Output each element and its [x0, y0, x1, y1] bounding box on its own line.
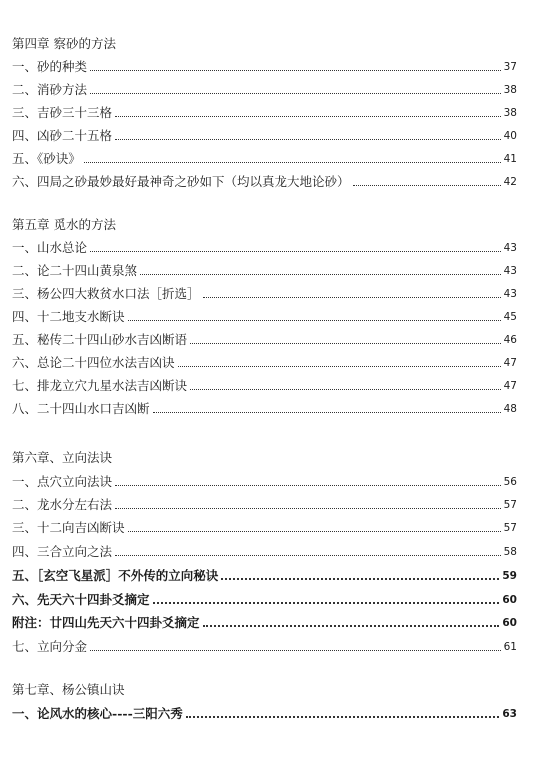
entry-title: 三、吉砂三十三格 — [12, 105, 113, 120]
toc-entry[interactable] — [12, 401, 517, 417]
dot-leader — [140, 274, 501, 275]
page-number: 41 — [503, 153, 517, 165]
page-number: 57 — [503, 522, 517, 534]
entry-title: 四、十二地支水断诀 — [12, 309, 125, 324]
page-number: 58 — [503, 546, 517, 558]
page-number: 46 — [503, 334, 517, 346]
dot-leader — [128, 531, 501, 532]
page-number: 57 — [503, 499, 517, 511]
entry-title: 六、总论二十四位水法吉凶诀 — [12, 355, 175, 370]
entry-title: 附注：廿四山先天六十四卦爻摘定 — [12, 615, 200, 630]
toc-entry[interactable] — [12, 706, 517, 722]
dot-leader — [115, 139, 501, 140]
page-number: 42 — [503, 176, 517, 188]
toc-entry[interactable] — [12, 639, 517, 655]
entry-title: 一、点穴立向法诀 — [12, 474, 113, 489]
toc-entry[interactable] — [12, 128, 517, 144]
dot-leader — [90, 93, 501, 94]
toc-entry[interactable] — [12, 355, 517, 371]
page-number: 48 — [503, 403, 517, 415]
page-number: 45 — [503, 311, 517, 323]
toc-entry[interactable] — [12, 59, 517, 75]
toc-entry[interactable] — [12, 151, 517, 167]
page-number: 38 — [503, 84, 517, 96]
page-number: 61 — [503, 641, 517, 653]
page-number: 59 — [502, 570, 517, 582]
page-number: 38 — [503, 107, 517, 119]
chapter-5-heading: 第五章 觅水的方法 — [12, 217, 116, 232]
page-number: 56 — [503, 476, 517, 488]
entry-title: 四、三合立向之法 — [12, 544, 113, 559]
entry-title: 五、［玄空飞星派］不外传的立向秘诀 — [12, 568, 219, 583]
page-number: 47 — [503, 380, 517, 392]
entry-title: 五、《砂诀》 — [12, 151, 81, 166]
dot-leader — [353, 185, 501, 186]
entry-title: 一、山水总论 — [12, 240, 88, 255]
dot-leader — [115, 485, 501, 486]
entry-title: 五、秘传二十四山砂水吉凶断语 — [12, 332, 188, 347]
dot-leader — [84, 162, 501, 163]
toc-entry[interactable] — [12, 82, 517, 98]
entry-title: 一、论风水的核心----三阳六秀 — [12, 706, 183, 721]
entry-title: 三、杨公四大救贫水口法［折选］ — [12, 286, 200, 301]
page-number: 40 — [503, 130, 517, 142]
dot-leader — [178, 366, 501, 367]
page-number: 43 — [503, 288, 517, 300]
dot-leader — [153, 412, 501, 413]
toc-entry[interactable] — [12, 309, 517, 325]
toc-entry[interactable] — [12, 592, 517, 608]
toc-entry[interactable] — [12, 474, 517, 490]
chapter-7-heading: 第七章、杨公镇山诀 — [12, 682, 125, 697]
toc-entry[interactable] — [12, 568, 517, 584]
toc-entry[interactable] — [12, 105, 517, 121]
entry-title: 二、论二十四山黄泉煞 — [12, 263, 138, 278]
entry-title: 八、二十四山水口吉凶断 — [12, 401, 150, 416]
entry-title: 六、四局之砂最妙最好最神奇之砂如下（均以真龙大地论砂） — [12, 174, 350, 189]
entry-title: 六、先天六十四卦爻摘定 — [12, 592, 150, 607]
dot-leader — [115, 116, 501, 117]
entry-title: 四、凶砂二十五格 — [12, 128, 113, 143]
page-number: 47 — [503, 357, 517, 369]
dot-leader — [128, 320, 501, 321]
dot-leader — [115, 508, 501, 509]
toc-entry[interactable] — [12, 615, 517, 631]
page-number: 63 — [502, 708, 517, 720]
dot-leader — [90, 251, 501, 252]
toc-entry[interactable] — [12, 174, 517, 190]
toc-entry[interactable] — [12, 240, 517, 256]
dot-leader — [115, 555, 501, 556]
entry-title: 二、消砂方法 — [12, 82, 88, 97]
page-number: 60 — [502, 594, 517, 606]
dot-leader — [153, 602, 500, 604]
entry-title: 一、砂的种类 — [12, 59, 88, 74]
toc-entry[interactable] — [12, 332, 517, 348]
dot-leader — [221, 578, 499, 580]
chapter-4-heading: 第四章 察砂的方法 — [12, 36, 116, 51]
toc-entry[interactable] — [12, 263, 517, 279]
dot-leader — [186, 716, 500, 718]
dot-leader — [90, 70, 501, 71]
toc-entry[interactable] — [12, 378, 517, 394]
page-number: 43 — [503, 242, 517, 254]
dot-leader — [203, 297, 501, 298]
page-number: 37 — [503, 61, 517, 73]
page-number: 60 — [502, 617, 517, 629]
page-number: 43 — [503, 265, 517, 277]
entry-title: 七、立向分金 — [12, 639, 88, 654]
toc-entry[interactable] — [12, 286, 517, 302]
entry-title: 七、排龙立穴九星水法吉凶断诀 — [12, 378, 188, 393]
dot-leader — [90, 650, 501, 651]
dot-leader — [190, 389, 501, 390]
entry-title: 三、十二向吉凶断诀 — [12, 520, 125, 535]
toc-entry[interactable] — [12, 544, 517, 560]
toc-entry[interactable] — [12, 497, 517, 513]
dot-leader — [203, 625, 500, 627]
entry-title: 二、龙水分左右法 — [12, 497, 113, 512]
chapter-6-heading: 第六章、立向法诀 — [12, 450, 113, 465]
toc-entry[interactable] — [12, 520, 517, 536]
dot-leader — [190, 343, 501, 344]
